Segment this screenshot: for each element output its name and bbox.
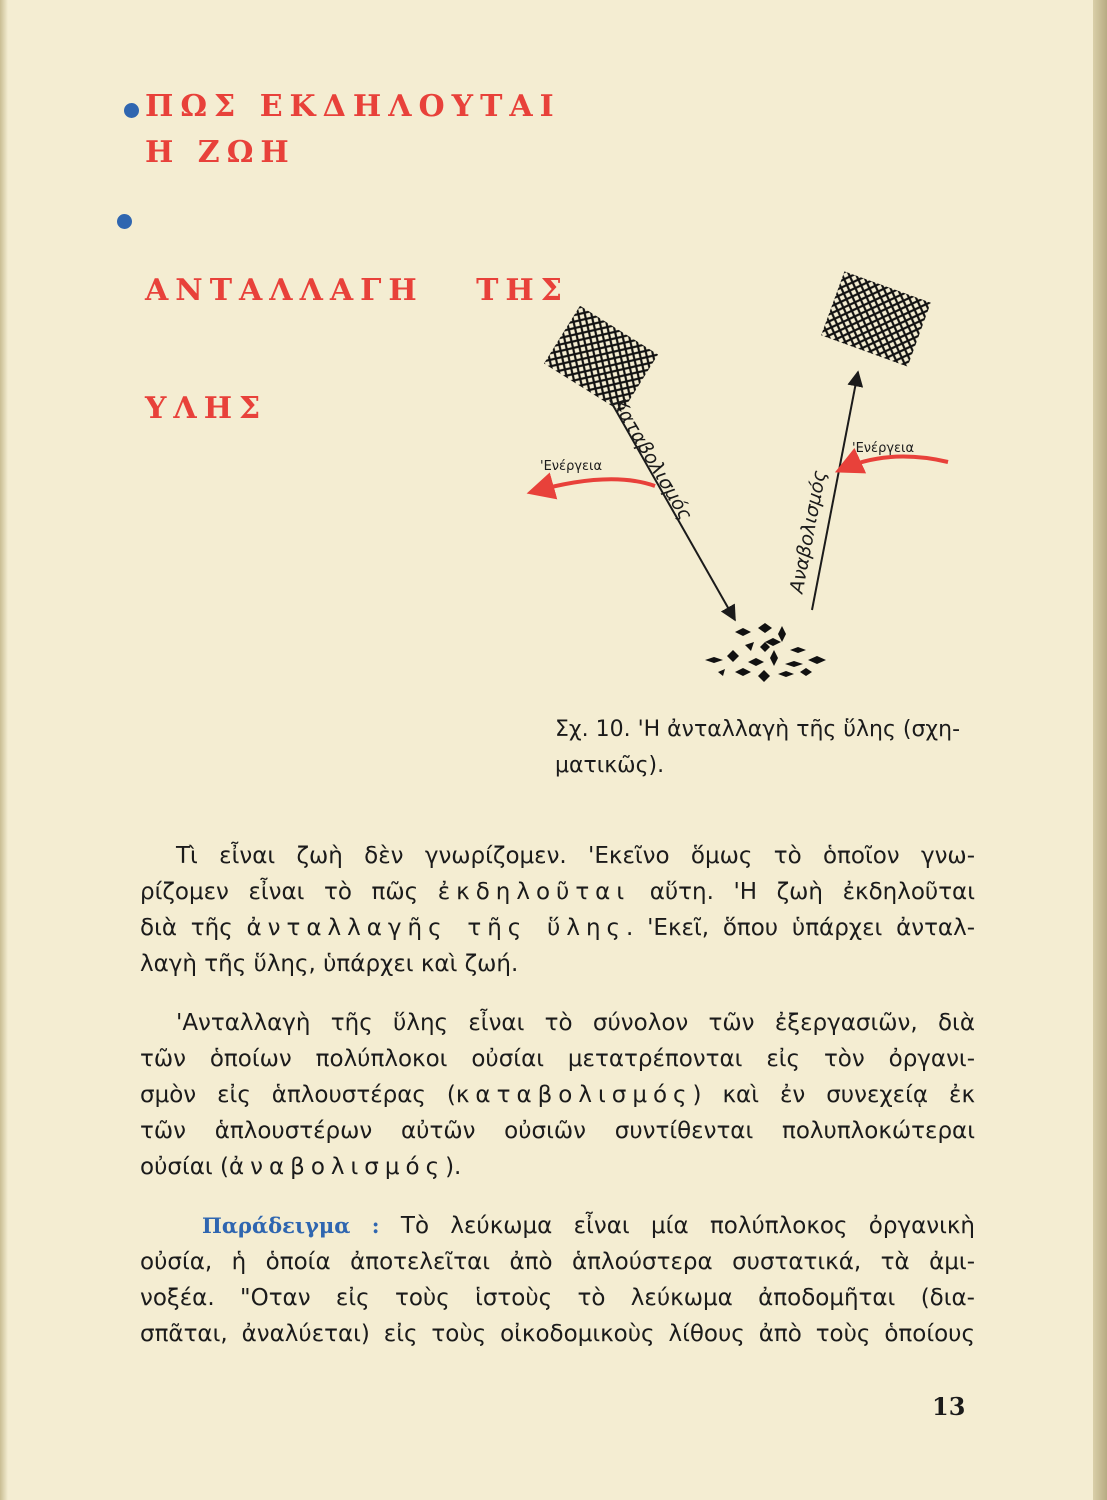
- example-label: Παράδειγμα :: [202, 1213, 380, 1238]
- text-run: . 'Εκεῖ, ὅπου ὑπάρχει ἀνταλ-: [626, 915, 975, 941]
- catabolism-label: Καταβολισμός: [607, 394, 697, 525]
- text-run: ) καὶ ἐν συνεχείᾳ ἐκ: [692, 1082, 976, 1108]
- paragraph-2: [140, 1005, 975, 1185]
- spaced-term: καταβολισμός: [455, 1082, 693, 1108]
- paragraph-1: [140, 838, 975, 982]
- text-run: ).: [445, 1154, 462, 1180]
- paragraph-1-line-3: [140, 910, 975, 946]
- paragraph-3-line-2: οὐσία, ἡ ὁποία ἀποτελεῖται ἀπὸ ἁπλούστερα συστατικά, τὰ ἀμι-: [140, 1249, 975, 1275]
- complex-molecule-right-icon: [821, 271, 931, 366]
- page-number: 13: [932, 1392, 966, 1421]
- paragraph-1-line-1: Τὶ εἶναι ζωὴ δὲν γνωρίζομεν. 'Εκεῖνο ὅμως τὸ ὁποῖον γνω-: [176, 843, 975, 869]
- energy-label-left: 'Ενέργεια: [540, 459, 603, 474]
- energy-uptake-arrow: [840, 457, 948, 470]
- paragraph-2-line-5: [140, 1149, 975, 1185]
- paragraph-2-line-2: τῶν ὁποίων πολύπλοκοι οὐσίαι μετατρέπονται εἰς τὸν ὀργανι-: [140, 1046, 975, 1072]
- figure-caption: [555, 712, 975, 784]
- caption-line-1: Σχ. 10. 'Η ἀνταλλαγὴ τῆς ὕλης (σχη-: [555, 717, 961, 742]
- text-run: διὰ τῆς: [140, 915, 247, 941]
- heading-1-line-2: Η ΖΩΗ: [145, 135, 296, 170]
- complex-molecule-left-icon: [544, 306, 658, 412]
- text-run: αὕτη. 'Η ζωὴ ἐκδηλοῦται: [630, 879, 975, 905]
- text-run: οὐσίαι (: [140, 1154, 229, 1180]
- paragraph-3-line-4: σπᾶται, ἀναλύεται) εἰς τοὺς οἰκοδομικοὺς λίθους ἀπὸ τοὺς ὁποίους: [140, 1321, 975, 1347]
- simple-molecules-icon: [705, 623, 826, 682]
- spaced-term: ἀναβολισμός: [228, 1154, 446, 1180]
- paragraph-3-line-3: νοξέα. "Οταν εἰς τοὺς ἱστοὺς τὸ λεύκωμα ἀποδομῆται (δια-: [140, 1285, 975, 1311]
- text-run: σμὸν εἰς ἁπλουστέρας (: [140, 1082, 456, 1108]
- paragraph-1-line-2: [140, 874, 975, 910]
- caption-line-2: ματικῶς).: [555, 753, 665, 778]
- energy-label-right: 'Ενέργεια: [852, 441, 915, 456]
- paragraph-1-line-4: λαγὴ τῆς ὕλης, ὑπάρχει καὶ ζωή.: [140, 951, 519, 977]
- anabolism-label: Αναβολισμός: [785, 468, 831, 595]
- paragraph-3: [140, 1208, 975, 1352]
- paragraph-3-line-1: [140, 1208, 975, 1244]
- metabolism-diagram: [0, 0, 1107, 720]
- heading-2-line-1: ΑΝΤΑΛΛΑΓΗ ΤΗΣ: [145, 273, 569, 308]
- spaced-term: ἐκδηλοῦται: [437, 879, 631, 905]
- spaced-term: ἀνταλλαγῆς τῆς ὕλης: [246, 915, 627, 941]
- heading-1-line-1: ΠΩΣ ΕΚΔΗΛΟΥΤΑΙ: [145, 89, 561, 124]
- paragraph-2-line-1: 'Ανταλλαγὴ τῆς ὕλης εἶναι τὸ σύνολον τῶν ἐξεργασιῶν, διὰ: [176, 1010, 975, 1036]
- paragraph-2-line-4: τῶν ἁπλουστέρων αὐτῶν οὐσιῶν συντίθενται πολυπλοκώτεραι: [140, 1118, 975, 1144]
- text-run: ρίζομεν εἶναι τὸ πῶς: [140, 879, 438, 905]
- paragraph-2-line-3: [140, 1077, 975, 1113]
- text-run: Τὸ λεύκωμα εἶναι μία πολύπλοκος ὀργανικὴ: [379, 1213, 975, 1239]
- heading-2-line-2: ΥΛΗΣ: [145, 391, 268, 426]
- energy-release-arrow: [532, 479, 655, 492]
